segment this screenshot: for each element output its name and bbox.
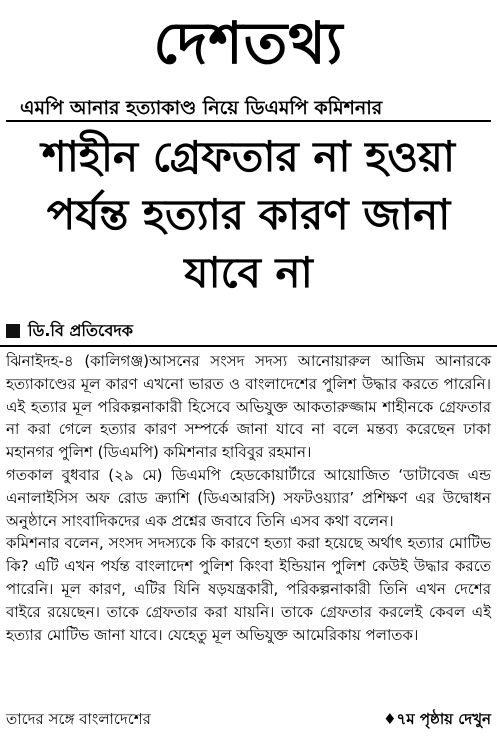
newspaper-masthead: দেশতথ্য bbox=[153, 9, 344, 77]
byline bbox=[6, 318, 306, 344]
article-paragraph: গতকাল বুধবার (২৯ মে) ডিএমপি হেডকোয়ার্টারে আয়োজিত ‘ডাটাবেজ এন্ড এনালাইসিস অফ রোড ক্র্যাশি (ডিএআরসি) সফটওয়্যার’ প্রশিক্ষণ এর উদ্বোধন অনুষ্ঠানে সাংবাদিকদের এক প্রশ্নের জবাবে তিনি এসব কথা বলেন। bbox=[6, 465, 491, 530]
article-paragraph: ঝিনাইদহ-৪ (কালিগঞ্জ)আসনের সংসদ সদস্য আনোয়ারুল আজিম আনারকে হত্যাকাণ্ডের মূল কারণ এখনো ভারত ও বাংলাদেশের পুলিশ উদ্ধার করতে পারেনি। এই হত্যার মূল পরিকল্পনাকারী হিসেবে অভিযুক্ত আকতারুজ্জাম শাহীনকে গ্রেফতার না করা গেলে হত্যার কারণ সম্পর্কে জানা যাবে না বলে মন্তব্য করেছেন ঢাকা মহানগর পুলিশ (ডিএমপি) কমিশনার হাবিবুর রহমান। bbox=[6, 352, 491, 462]
square-bullet-icon bbox=[6, 324, 20, 338]
article-body bbox=[6, 350, 491, 646]
kicker-box bbox=[6, 94, 491, 122]
last-line-text: তাদের সঙ্গে বাংলাদেশের bbox=[6, 710, 151, 728]
main-headline: শাহীন গ্রেফতার না হওয়া পর্যন্ত হত্যার কারণ জানা যাবে না bbox=[41, 132, 456, 297]
kicker-subheadline: এমপি আনার হত্যাকাণ্ড নিয়ে ডিএমপি কমিশনার bbox=[20, 97, 383, 119]
byline-text: ডি.বি প্রতিবেদক bbox=[28, 320, 133, 340]
continued-on-page-link[interactable]: ♦৭ম পৃষ্ঠায় দেখুন bbox=[383, 710, 491, 728]
article-paragraph: কমিশনার বলেন, সংসদ সদস্যকে কি কারণে হত্যা করা হয়েছে অর্থাৎ হত্যার মোটিভ কি? এটি এখন পর্যন্ত বাংলাদেশ পুলিশ কিংবা ইন্ডিয়ান পুলিশ কেউই উদ্ধার করতে পারেনি। মূল কারণ, এটির যিনি ষড়যন্ত্রকারী, পরিকল্পনাকারী তিনি এখন দেশের বাইরে রয়েছেন। তাকে গ্রেফতার করা যায়নি। তাকে গ্রেফতার করলেই কেবল এই হত্যার মোটিভ জানা যাবে। যেহেতু মূল অভিযুক্ত আমেরিকায় পলাতক। bbox=[6, 534, 491, 644]
byline-divider bbox=[0, 345, 497, 347]
article-last-line bbox=[6, 708, 491, 730]
